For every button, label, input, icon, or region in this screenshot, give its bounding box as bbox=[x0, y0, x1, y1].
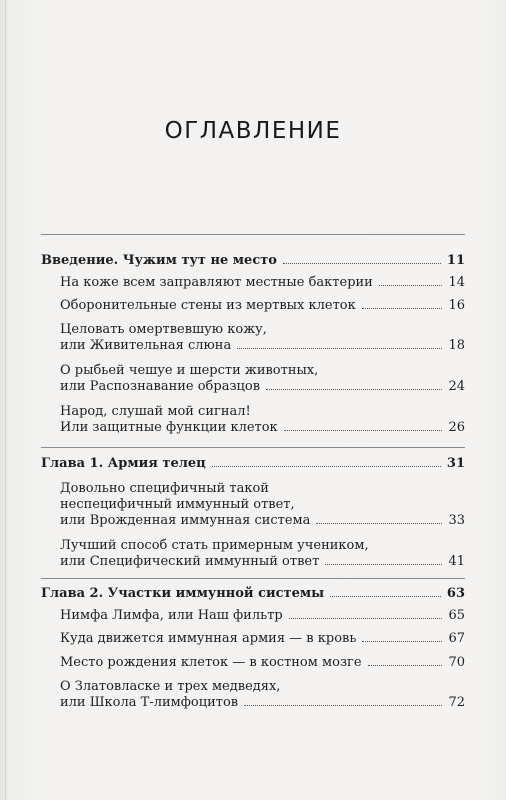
toc-page-number: 31 bbox=[446, 456, 465, 471]
dot-leader bbox=[362, 308, 443, 309]
toc-line bbox=[41, 456, 465, 472]
toc-page-number: 18 bbox=[448, 338, 465, 353]
toc-line bbox=[41, 586, 465, 602]
dot-leader bbox=[325, 564, 442, 565]
toc-entry bbox=[60, 631, 465, 647]
toc-entry bbox=[60, 608, 465, 624]
dot-leader bbox=[212, 466, 441, 467]
toc-page-number: 11 bbox=[446, 253, 465, 268]
toc-page-number: 41 bbox=[448, 554, 465, 569]
toc-page-number: 72 bbox=[448, 695, 465, 710]
toc-line bbox=[41, 253, 465, 269]
toc-page-number: 33 bbox=[448, 513, 465, 528]
dot-leader bbox=[330, 596, 441, 597]
toc-line bbox=[60, 655, 465, 671]
toc-entry-title: На коже всем заправляют местные бактерии bbox=[60, 275, 373, 290]
toc-entry-title: Куда движется иммунная армия — в кровь bbox=[60, 631, 357, 646]
toc-entry-title: Место рождения клеток — в костном мозге bbox=[60, 655, 362, 670]
toc-entry bbox=[60, 538, 465, 570]
toc-entry bbox=[60, 322, 465, 354]
dot-leader bbox=[284, 430, 443, 431]
dot-leader bbox=[237, 348, 442, 349]
toc-page-number: 26 bbox=[448, 420, 465, 435]
toc-entry bbox=[60, 298, 465, 314]
toc-chapter-intro bbox=[41, 253, 465, 269]
toc-entry-title-line: неспецифичный иммунный ответ, bbox=[60, 497, 295, 512]
toc-line bbox=[60, 631, 465, 647]
toc-entry-title: Глава 2. Участки иммунной системы bbox=[41, 586, 325, 601]
toc-title: ОГЛАВЛЕНИЕ bbox=[164, 118, 342, 144]
toc-line bbox=[60, 379, 465, 395]
toc-entry bbox=[60, 481, 465, 529]
toc-line bbox=[60, 608, 465, 624]
toc-line bbox=[60, 513, 465, 529]
toc-entry bbox=[60, 655, 465, 671]
toc-line bbox=[60, 695, 465, 711]
toc-entry-title-line: или Распознавание образцов bbox=[60, 379, 261, 394]
section-rule bbox=[41, 447, 465, 448]
toc-page-number: 16 bbox=[448, 298, 465, 313]
toc-page-number: 70 bbox=[448, 655, 465, 670]
toc-entry-title-line: или Специфический иммунный ответ bbox=[60, 554, 320, 569]
section-rule bbox=[41, 578, 465, 579]
toc-entry-title-line: Или защитные функции клеток bbox=[60, 420, 278, 435]
toc-entry bbox=[60, 275, 465, 291]
dot-leader bbox=[289, 618, 443, 619]
toc-line bbox=[60, 298, 465, 314]
toc-entry-title-line: или Врожденная иммунная система bbox=[60, 513, 311, 528]
toc-entry-title-line: Целовать омертвевшую кожу, bbox=[60, 322, 267, 337]
toc-line bbox=[60, 338, 465, 354]
dot-leader bbox=[244, 705, 442, 706]
toc-entry-title-line: или Живительная слюна bbox=[60, 338, 232, 353]
dot-leader bbox=[266, 389, 442, 390]
dot-leader bbox=[283, 263, 441, 264]
toc-entry-title-line: О рыбьей чешуе и шерсти животных, bbox=[60, 363, 319, 378]
dot-leader bbox=[362, 641, 442, 642]
toc-entry-title-line: Лучший способ стать примерным учеником, bbox=[60, 538, 369, 553]
toc-line bbox=[60, 275, 465, 291]
toc-entry-title: Глава 1. Армия телец bbox=[41, 456, 206, 471]
toc-entry bbox=[60, 363, 465, 395]
toc-page-number: 24 bbox=[448, 379, 465, 394]
toc-page-number: 67 bbox=[448, 631, 465, 646]
toc-page-number: 14 bbox=[448, 275, 465, 290]
toc-line bbox=[60, 554, 465, 570]
toc-entry-title-line: или Школа Т-лимфоцитов bbox=[60, 695, 239, 710]
dot-leader bbox=[368, 665, 443, 666]
toc-entry-title-line: О Златовласке и трех медведях, bbox=[60, 679, 281, 694]
toc-entry bbox=[60, 404, 465, 436]
toc-chapter-1 bbox=[41, 456, 465, 472]
toc-entry-title: Введение. Чужим тут не место bbox=[41, 253, 277, 268]
top-rule bbox=[41, 234, 465, 235]
dot-leader bbox=[316, 523, 442, 524]
toc-page-number: 63 bbox=[446, 586, 465, 601]
toc-line bbox=[60, 420, 465, 436]
dot-leader bbox=[379, 285, 443, 286]
toc-entry-title-line: Довольно специфичный такой bbox=[60, 481, 269, 496]
toc-entry-title-line: Народ, слушай мой сигнал! bbox=[60, 404, 251, 419]
toc-entry-title: Нимфа Лимфа, или Наш фильтр bbox=[60, 608, 283, 623]
toc-entry-title: Оборонительные стены из мертвых клеток bbox=[60, 298, 356, 313]
toc-chapter-2 bbox=[41, 586, 465, 602]
toc-page-number: 65 bbox=[448, 608, 465, 623]
toc-entry bbox=[60, 679, 465, 711]
